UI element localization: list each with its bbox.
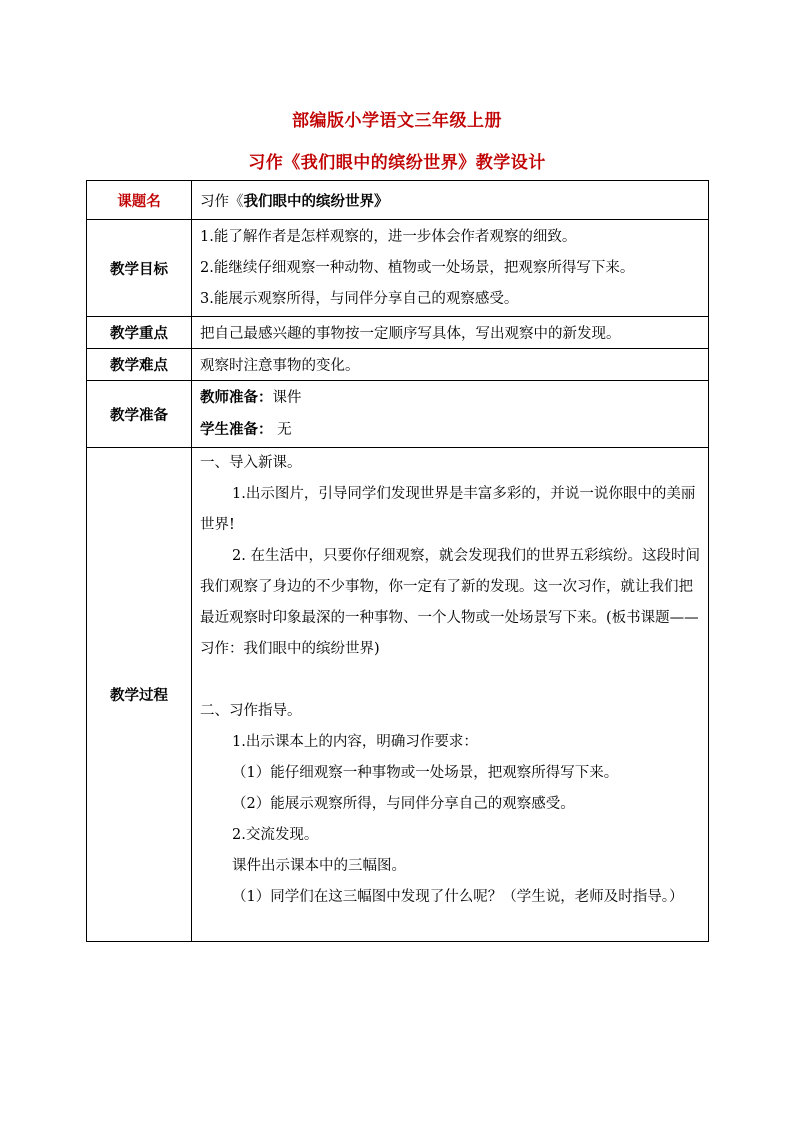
process-label: 教学过程: [87, 448, 192, 942]
goal-item: 2.能继续仔细观察一种动物、植物或一处场景，把观察所得写下来。: [200, 259, 635, 276]
preparation-label: 教学准备: [87, 381, 192, 448]
paragraph: （2）能展示观察所得，与同伴分享自己的观察感受。: [232, 796, 575, 812]
document-subtitle: 习作《我们眼中的缤纷世界》教学设计: [248, 153, 546, 173]
key-points-value: 把自己最感兴趣的事物按一定顺序写具体，写出观察中的新发现。: [192, 317, 709, 349]
goal-item: 1.能了解作者是怎样观察的，进一步体会作者观察的细致。: [200, 228, 577, 245]
topic-suffix: 》: [374, 192, 389, 210]
topic-value: [192, 181, 709, 220]
section-heading: 二、习作指导。: [200, 703, 302, 719]
student-prep: [200, 414, 700, 446]
teacher-prep-value: 课件: [272, 390, 302, 406]
difficulties-value: 观察时注意事物的变化。: [192, 349, 709, 381]
teacher-prep-label: 教师准备：: [200, 389, 273, 406]
blank-line: [200, 665, 700, 696]
goal-item: 3.能展示观察所得，与同伴分享自己的观察感受。: [200, 290, 519, 307]
paragraph: 1.出示图片，引导同学们发现世界是丰富多彩的，并说一说你眼中的美丽世界!: [200, 486, 696, 533]
goals-label: 教学目标: [87, 220, 192, 317]
paragraph: 课件出示课本中的三幅图。: [232, 858, 406, 874]
lesson-plan-table: [86, 180, 709, 942]
preparation-row: [87, 381, 709, 448]
goals-value: [192, 220, 709, 317]
teacher-prep: [200, 382, 700, 414]
student-prep-label: 学生准备：: [200, 421, 273, 438]
process-row: [87, 448, 709, 942]
document-title: 部编版小学语文三年级上册: [292, 111, 502, 131]
key-points-label: 教学重点: [87, 317, 192, 349]
paragraph: 2.交流发现。: [232, 827, 319, 843]
topic-label: 课题名: [87, 181, 192, 220]
key-points-row: [87, 317, 709, 349]
topic-prefix: 习作《: [200, 193, 244, 210]
goals-row: [87, 220, 709, 317]
section-heading: 一、导入新课。: [200, 455, 302, 471]
paragraph: 2. 在生活中，只要你仔细观察，就会发现我们的世界五彩缤纷。这段时间我们观察了身边的不少事物，你一定有了新的发现。这一次习作，就让我们把最近观察时印象最深的一种事物、一个人物或一处场景写下来。(板书课题——习作：我们眼中的缤纷世界): [200, 548, 700, 657]
process-value: [192, 448, 709, 942]
paragraph: （1）能仔细观察一种事物或一处场景，把观察所得写下来。: [232, 765, 619, 781]
paragraph: 1.出示课本上的内容，明确习作要求：: [232, 734, 478, 750]
topic-row: [87, 181, 709, 220]
topic-name: 我们眼中的缤纷世界: [243, 192, 374, 210]
student-prep-value: 无: [272, 422, 292, 438]
difficulties-label: 教学难点: [87, 349, 192, 381]
difficulties-row: [87, 349, 709, 381]
preparation-value: [192, 381, 709, 448]
paragraph: （1）同学们在这三幅图中发现了什么呢？（学生说，老师及时指导。）: [232, 889, 684, 905]
